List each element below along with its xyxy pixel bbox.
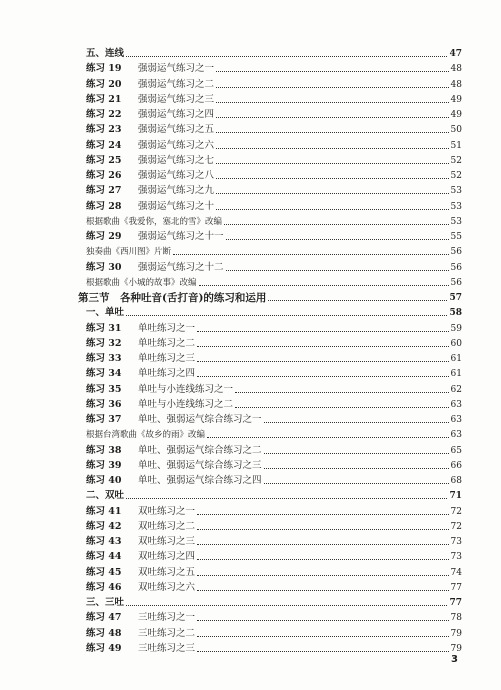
exercise-number: 练习 39 bbox=[86, 459, 122, 471]
toc-entry-page: 68 bbox=[450, 476, 462, 486]
exercise-number: 练习 40 bbox=[86, 475, 122, 486]
dot-leader bbox=[216, 187, 449, 194]
toc-entry-label bbox=[86, 460, 262, 472]
toc-entry-title: 根据歌曲《小城的故事》改编 bbox=[86, 277, 197, 288]
toc-entry-label bbox=[86, 124, 214, 136]
dot-leader bbox=[197, 553, 449, 560]
toc-entry-label bbox=[86, 155, 214, 167]
toc-entry-title: 根据歌曲《我爱你，塞北的雪》改编 bbox=[86, 216, 223, 227]
toc-entry-page: 56 bbox=[450, 247, 462, 258]
toc-entry-title: 第三节 各种吐音(舌打音)的练习和运用 bbox=[78, 292, 267, 304]
toc-entry-page: 53 bbox=[450, 201, 462, 212]
toc-entry-title: 单吐与小连线练习之一 bbox=[138, 383, 234, 395]
toc-entry-label bbox=[86, 79, 214, 91]
toc-entry-title: 三吐练习之二 bbox=[138, 627, 196, 639]
toc-entry-label bbox=[86, 216, 222, 228]
toc-entry-label bbox=[86, 414, 262, 426]
exercise-number: 练习 21 bbox=[86, 93, 122, 105]
exercise-number: 练习 31 bbox=[86, 322, 122, 334]
toc-entry-label bbox=[86, 490, 124, 502]
exercise-number: 练习 33 bbox=[86, 353, 122, 364]
dot-leader bbox=[126, 599, 447, 606]
toc-entry-label bbox=[78, 292, 266, 304]
toc-entry-title: 双吐练习之二 bbox=[138, 520, 196, 532]
toc-entry-label bbox=[86, 521, 195, 533]
toc-entry-page: 63 bbox=[450, 415, 462, 425]
toc-entry bbox=[86, 578, 462, 594]
toc-entry-page: 47 bbox=[449, 49, 462, 59]
dot-leader bbox=[224, 218, 449, 225]
toc-entry bbox=[86, 502, 462, 518]
toc-entry bbox=[86, 395, 462, 411]
exercise-number: 练习 25 bbox=[86, 154, 122, 166]
toc-entry-label bbox=[86, 475, 262, 487]
toc-entry-page: 71 bbox=[449, 491, 462, 502]
toc-entry-page: 55 bbox=[450, 232, 462, 242]
toc-entry bbox=[86, 471, 462, 487]
toc-entry-label bbox=[86, 582, 195, 594]
exercise-number: 练习 34 bbox=[86, 368, 122, 380]
dot-leader bbox=[197, 614, 449, 621]
exercise-number: 练习 38 bbox=[86, 444, 122, 456]
toc-entry bbox=[86, 166, 462, 182]
toc-entry-page: 77 bbox=[450, 582, 462, 593]
toc-entry bbox=[86, 258, 462, 274]
toc-entry bbox=[78, 288, 462, 304]
toc-entry-label bbox=[86, 551, 195, 563]
toc-entry-label bbox=[86, 307, 124, 319]
toc-entry-page: 73 bbox=[450, 537, 462, 547]
dot-leader bbox=[216, 142, 449, 149]
toc-entry-title: 单吐、强弱运气综合练习之二 bbox=[138, 444, 262, 456]
dot-leader bbox=[197, 508, 449, 515]
dot-leader bbox=[197, 340, 449, 347]
toc-entry-title: 一、单吐 bbox=[86, 307, 125, 319]
exercise-number: 练习 26 bbox=[86, 170, 122, 181]
toc-entry-label bbox=[86, 140, 214, 152]
toc-entry-title: 二、双吐 bbox=[86, 490, 125, 502]
dot-leader bbox=[264, 462, 449, 469]
toc-entry-title: 强弱运气练习之十 bbox=[138, 200, 215, 212]
exercise-number: 练习 32 bbox=[86, 337, 122, 349]
toc-entry bbox=[86, 120, 462, 136]
toc-entry-label bbox=[86, 246, 171, 258]
toc-entry-title: 强弱运气练习之三 bbox=[138, 93, 215, 105]
dot-leader bbox=[216, 157, 449, 164]
toc-entry-title: 单吐、强弱运气综合练习之三 bbox=[138, 459, 262, 471]
toc-entry-label bbox=[86, 368, 195, 380]
toc-entry-page: 56 bbox=[450, 277, 462, 288]
toc-entry-page: 60 bbox=[450, 338, 462, 349]
toc-entry-title: 单吐与小连线练习之二 bbox=[138, 398, 234, 410]
exercise-number: 练习 36 bbox=[86, 398, 122, 410]
toc-entry-page: 79 bbox=[450, 643, 462, 654]
toc-entry-page: 73 bbox=[450, 552, 462, 563]
dot-leader bbox=[235, 386, 449, 393]
dot-leader bbox=[216, 65, 449, 72]
toc-entry-title: 强弱运气练习之十二 bbox=[138, 261, 224, 273]
toc-entry-label bbox=[86, 353, 195, 365]
toc-entry bbox=[86, 59, 462, 75]
toc-entry-title: 单吐练习之四 bbox=[138, 368, 196, 380]
toc-entry-title: 单吐、强弱运气综合练习之四 bbox=[138, 475, 262, 486]
dot-leader bbox=[197, 370, 449, 377]
toc-entry bbox=[86, 532, 462, 548]
dot-leader bbox=[126, 492, 447, 499]
dot-leader bbox=[197, 538, 449, 545]
toc-entry-label bbox=[86, 109, 214, 121]
toc-entry-title: 三、三吐 bbox=[86, 597, 125, 608]
toc-entry bbox=[86, 334, 462, 350]
toc-entry-page: 61 bbox=[450, 354, 462, 364]
exercise-number: 练习 42 bbox=[86, 520, 122, 532]
toc-entry-page: 50 bbox=[450, 125, 462, 136]
dot-leader bbox=[173, 248, 449, 255]
dot-leader bbox=[126, 309, 447, 316]
toc-entry bbox=[86, 197, 462, 213]
dot-leader bbox=[264, 416, 449, 423]
toc-entry-title: 独奏曲《西川图》片断 bbox=[86, 247, 172, 258]
toc-entry-page: 63 bbox=[450, 430, 462, 441]
exercise-number: 练习 22 bbox=[86, 109, 122, 120]
toc-entry bbox=[86, 364, 462, 380]
toc-entry-title: 强弱运气练习之五 bbox=[138, 124, 215, 136]
toc-entry bbox=[86, 303, 462, 319]
dot-leader bbox=[197, 325, 449, 332]
toc-entry bbox=[86, 547, 462, 563]
toc-entry-page: 61 bbox=[450, 369, 462, 380]
toc-entry-page: 52 bbox=[450, 155, 462, 166]
toc-entry-label bbox=[86, 536, 195, 548]
toc-entry bbox=[86, 181, 462, 197]
toc-entry-page: 53 bbox=[450, 186, 462, 197]
toc-entry-label bbox=[86, 643, 195, 655]
exercise-number: 练习 45 bbox=[86, 566, 122, 578]
toc-entry-page: 65 bbox=[450, 445, 462, 456]
toc-entry-label bbox=[86, 277, 197, 289]
dot-leader bbox=[216, 172, 449, 179]
exercise-number: 练习 19 bbox=[86, 63, 122, 75]
toc-entry-label bbox=[86, 201, 214, 213]
toc-entry-title: 强弱运气练习之四 bbox=[138, 109, 215, 120]
toc-entry-label bbox=[86, 170, 214, 182]
dot-leader bbox=[216, 126, 449, 133]
toc-entry-title: 双吐练习之三 bbox=[138, 536, 196, 547]
dot-leader bbox=[199, 279, 449, 286]
dot-leader bbox=[197, 584, 449, 591]
toc-entry bbox=[86, 319, 462, 335]
toc-entry-page: 74 bbox=[450, 567, 462, 578]
toc-entry-label bbox=[86, 429, 205, 441]
toc-entry bbox=[86, 273, 462, 289]
toc-entry-title: 单吐练习之一 bbox=[138, 322, 196, 334]
exercise-number: 练习 47 bbox=[86, 612, 122, 624]
toc-entry bbox=[86, 593, 462, 609]
toc-entry-label bbox=[86, 612, 195, 624]
toc-entry bbox=[86, 90, 462, 106]
exercise-number: 练习 41 bbox=[86, 505, 122, 517]
dot-leader bbox=[126, 50, 447, 57]
toc-entry-title: 双吐练习之四 bbox=[138, 551, 196, 563]
toc-entry-label bbox=[86, 48, 124, 60]
toc-entry-title: 强弱运气练习之六 bbox=[138, 139, 215, 151]
toc-entry bbox=[86, 486, 462, 502]
toc-entry-label bbox=[86, 185, 214, 197]
toc-entry bbox=[86, 349, 462, 365]
toc-entry-label bbox=[86, 567, 195, 579]
toc-entry-label bbox=[86, 323, 195, 335]
toc-entry-page: 59 bbox=[450, 323, 462, 334]
exercise-number: 练习 30 bbox=[86, 261, 122, 273]
exercise-number: 练习 27 bbox=[86, 185, 122, 197]
toc-entry bbox=[86, 456, 462, 472]
dot-leader bbox=[207, 431, 449, 438]
page-number: 3 bbox=[451, 654, 458, 665]
toc-entry-title: 五、连线 bbox=[86, 48, 125, 59]
dot-leader bbox=[197, 645, 449, 652]
toc-entry bbox=[86, 517, 462, 533]
toc-entry-label bbox=[86, 628, 195, 640]
toc-entry-title: 根据台湾歌曲《故乡的雨》改编 bbox=[86, 430, 206, 441]
dot-leader bbox=[216, 203, 449, 210]
dot-leader bbox=[216, 96, 449, 103]
toc-entry bbox=[86, 151, 462, 167]
toc-entry-page: 48 bbox=[450, 79, 462, 90]
toc-entry-label bbox=[86, 63, 214, 75]
dot-leader bbox=[216, 81, 449, 88]
exercise-number: 练习 35 bbox=[86, 383, 122, 395]
dot-leader bbox=[264, 477, 449, 484]
dot-leader bbox=[226, 264, 449, 271]
toc-entry-label bbox=[86, 338, 195, 350]
toc-entry-page: 58 bbox=[449, 308, 462, 319]
dot-leader bbox=[197, 523, 449, 530]
toc-entry bbox=[86, 212, 462, 228]
toc-entry-page: 56 bbox=[450, 262, 462, 273]
toc-entry-title: 单吐练习之三 bbox=[138, 353, 196, 364]
toc-entry bbox=[86, 608, 462, 624]
toc-entry-page: 53 bbox=[450, 216, 462, 227]
toc-entry-label bbox=[86, 445, 262, 457]
exercise-number: 练习 48 bbox=[86, 627, 122, 639]
toc-entry bbox=[86, 639, 462, 655]
toc-entry-title: 强弱运气练习之二 bbox=[138, 78, 215, 90]
toc-entry-page: 66 bbox=[450, 460, 462, 471]
toc-entry-title: 强弱运气练习之八 bbox=[138, 170, 215, 181]
toc-entry-page: 78 bbox=[450, 613, 462, 624]
dot-leader bbox=[197, 355, 449, 362]
exercise-number: 练习 28 bbox=[86, 200, 122, 212]
exercise-number: 练习 29 bbox=[86, 231, 122, 242]
dot-leader bbox=[264, 447, 449, 454]
toc-entry bbox=[86, 242, 462, 258]
toc-entry-page: 52 bbox=[450, 171, 462, 181]
toc-entry-page: 48 bbox=[450, 64, 462, 75]
toc-entry bbox=[86, 410, 462, 426]
dot-leader bbox=[197, 569, 449, 576]
dot-leader bbox=[235, 401, 449, 408]
toc-entry bbox=[86, 380, 462, 396]
toc-entry-label bbox=[86, 384, 233, 396]
toc-entry bbox=[86, 441, 462, 457]
toc-entry-label bbox=[86, 94, 214, 106]
toc-entry-page: 72 bbox=[450, 506, 462, 517]
toc-entry-page: 63 bbox=[450, 399, 462, 410]
toc-entry-title: 强弱运气练习之一 bbox=[138, 63, 215, 75]
dot-leader bbox=[268, 294, 447, 301]
exercise-number: 练习 43 bbox=[86, 536, 122, 547]
toc-entry bbox=[86, 227, 462, 243]
toc-entry-title: 三吐练习之一 bbox=[138, 612, 196, 624]
toc-entry-label bbox=[86, 506, 195, 518]
toc-entry-page: 49 bbox=[450, 110, 462, 120]
exercise-number: 练习 23 bbox=[86, 124, 122, 136]
dot-leader bbox=[226, 233, 449, 240]
toc-entry-label bbox=[86, 262, 224, 274]
toc-entry-title: 强弱运气练习之九 bbox=[138, 185, 215, 197]
toc-entry-title: 单吐、强弱运气综合练习之一 bbox=[138, 414, 262, 425]
toc-entry bbox=[86, 624, 462, 640]
dot-leader bbox=[197, 630, 449, 637]
exercise-number: 练习 44 bbox=[86, 551, 122, 563]
exercise-number: 练习 20 bbox=[86, 78, 122, 90]
toc-entry-label bbox=[86, 231, 224, 243]
toc-entry-page: 51 bbox=[450, 140, 462, 151]
toc-entry bbox=[86, 136, 462, 152]
toc-entry-page: 72 bbox=[450, 521, 462, 532]
exercise-number: 练习 46 bbox=[86, 581, 122, 593]
toc-entry-title: 强弱运气练习之十一 bbox=[138, 231, 224, 242]
toc-entry bbox=[86, 563, 462, 579]
toc-entry-title: 三吐练习之三 bbox=[138, 642, 196, 654]
toc-entry-page: 79 bbox=[450, 628, 462, 639]
toc-entry bbox=[86, 75, 462, 91]
toc-entry-page: 49 bbox=[450, 94, 462, 105]
toc-entry-title: 单吐练习之二 bbox=[138, 337, 196, 349]
toc-entry-title: 双吐练习之五 bbox=[138, 566, 196, 578]
toc-entry-title: 双吐练习之六 bbox=[138, 581, 196, 593]
toc-entry-label bbox=[86, 399, 233, 411]
exercise-number: 练习 37 bbox=[86, 414, 122, 425]
toc-entry-page: 62 bbox=[450, 384, 462, 395]
toc-entry bbox=[86, 44, 462, 60]
toc-entry-page: 77 bbox=[449, 598, 462, 608]
exercise-number: 练习 49 bbox=[86, 642, 122, 654]
dot-leader bbox=[216, 111, 449, 118]
toc-entry-label bbox=[86, 597, 124, 609]
toc-entry bbox=[86, 425, 462, 441]
toc-entry-title: 强弱运气练习之七 bbox=[138, 154, 215, 166]
exercise-number: 练习 24 bbox=[86, 139, 122, 151]
toc-entry-page: 57 bbox=[449, 293, 462, 303]
toc-entry bbox=[86, 105, 462, 121]
toc-entry-title: 双吐练习之一 bbox=[138, 505, 196, 517]
